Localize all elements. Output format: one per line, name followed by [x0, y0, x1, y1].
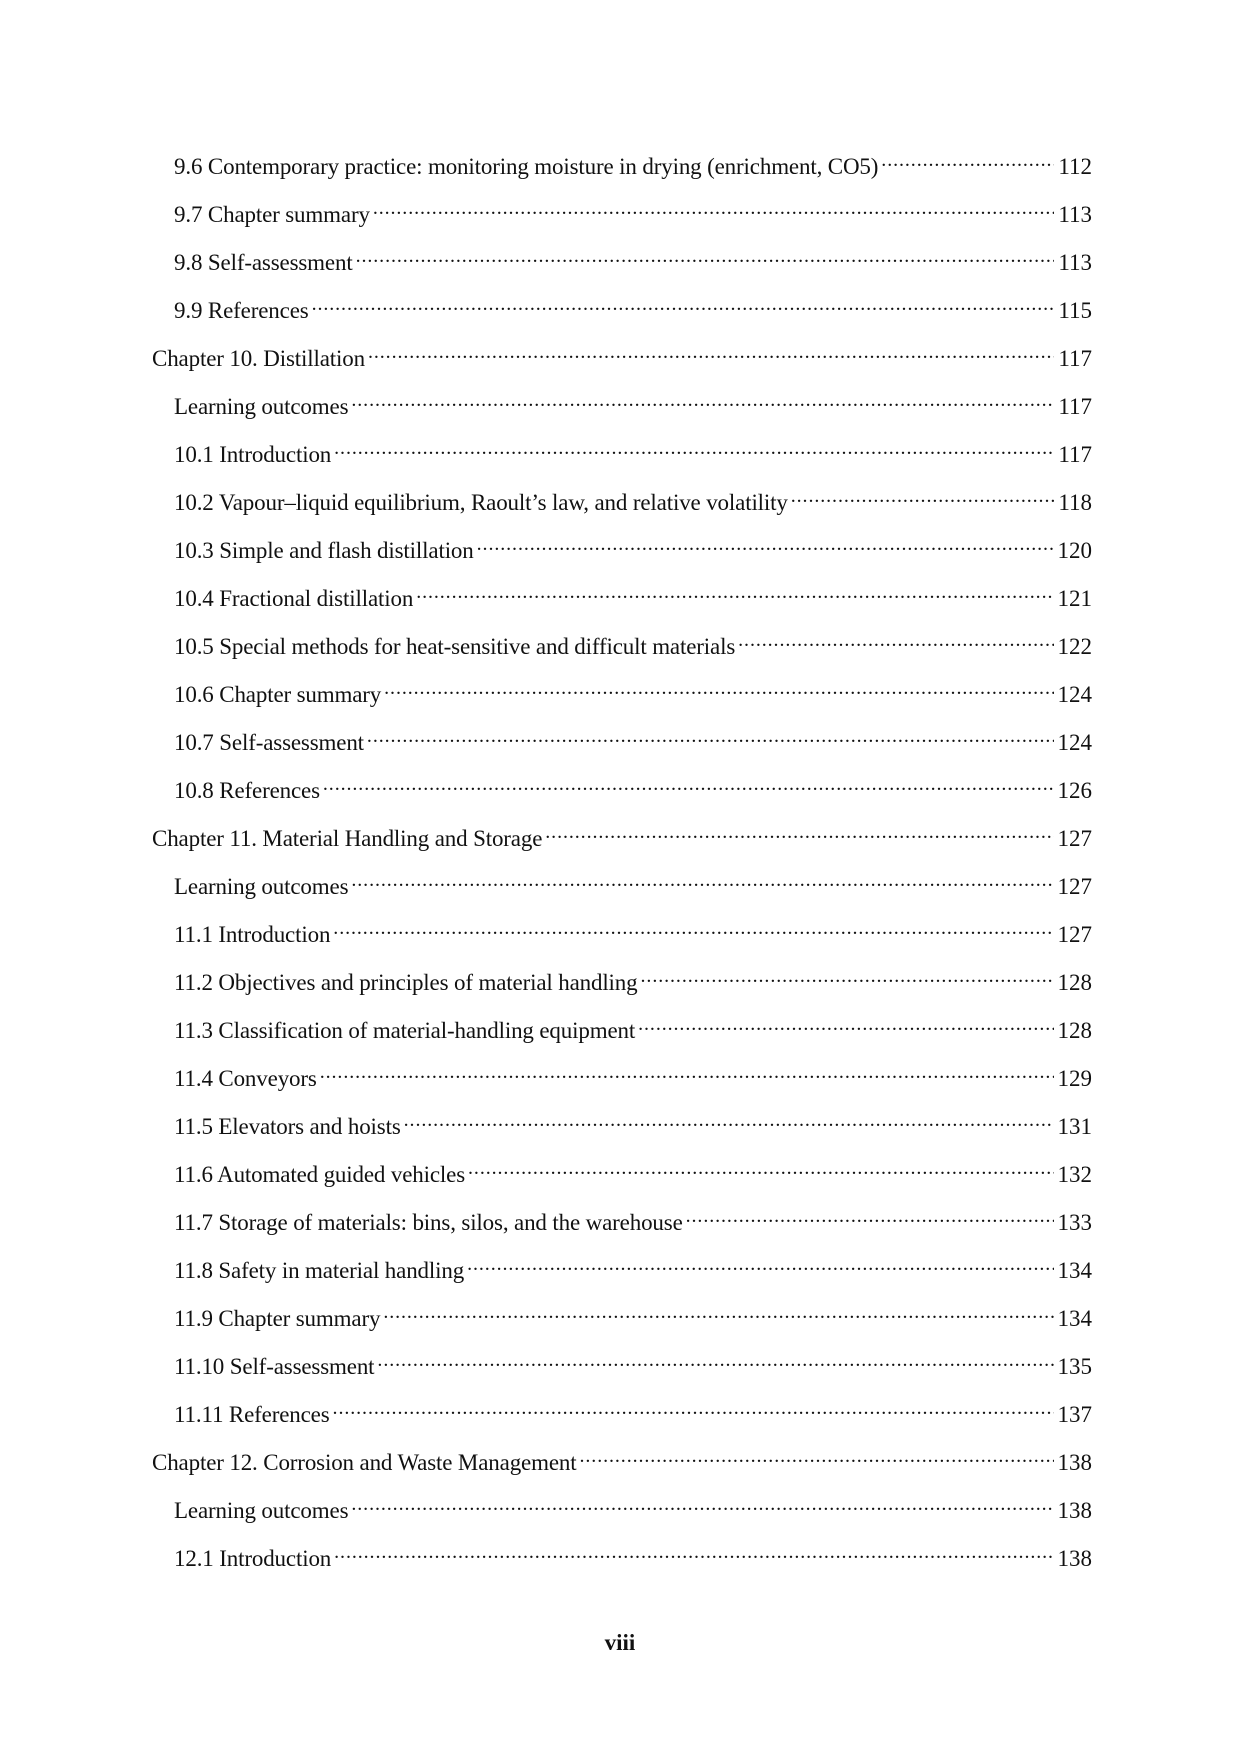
toc-dot-leader	[377, 1346, 1054, 1374]
toc-section-entry[interactable]	[152, 1538, 1092, 1586]
toc-dot-leader	[351, 866, 1054, 894]
toc-entry-title: Learning outcomes	[174, 394, 349, 419]
toc-entry-title: 10.3 Simple and flash distillation	[174, 538, 474, 563]
toc-section-entry[interactable]	[152, 1394, 1092, 1442]
toc-section-entry[interactable]	[152, 1298, 1092, 1346]
toc-entry-page-number: 134	[1057, 1258, 1092, 1283]
toc-entry-page-number: 127	[1057, 874, 1092, 899]
toc-dot-leader	[333, 914, 1054, 942]
toc-entry-title: 10.1 Introduction	[174, 442, 332, 467]
toc-section-entry[interactable]	[152, 1250, 1092, 1298]
toc-dot-leader	[545, 818, 1054, 846]
toc-dot-leader	[351, 386, 1054, 414]
toc-entry-page-number: 124	[1057, 730, 1092, 755]
toc-entry-title: Learning outcomes	[174, 1498, 349, 1523]
toc-dot-leader	[404, 1106, 1054, 1134]
toc-section-entry[interactable]	[152, 1058, 1092, 1106]
toc-entry-page-number: 129	[1057, 1066, 1092, 1091]
toc-entry-page-number: 120	[1057, 538, 1092, 563]
toc-chapter-entry[interactable]	[152, 1442, 1092, 1490]
toc-entry-page-number: 117	[1058, 394, 1092, 419]
toc-entry-page-number: 138	[1057, 1546, 1092, 1571]
toc-entry-page-number: 115	[1058, 298, 1092, 323]
toc-dot-leader	[477, 530, 1054, 558]
toc-dot-leader	[738, 626, 1054, 654]
toc-section-entry[interactable]	[152, 482, 1092, 530]
toc-dot-leader	[351, 1490, 1054, 1518]
toc-entry-page-number: 118	[1058, 490, 1092, 515]
toc-section-entry[interactable]	[152, 1346, 1092, 1394]
toc-section-entry[interactable]	[152, 914, 1092, 962]
toc-entry-title: 11.9 Chapter summary	[174, 1306, 381, 1331]
toc-entry-page-number: 127	[1057, 922, 1092, 947]
toc-section-entry[interactable]	[152, 1202, 1092, 1250]
toc-entry-page-number: 117	[1058, 442, 1092, 467]
toc-section-entry[interactable]	[152, 290, 1092, 338]
toc-entry-page-number: 137	[1057, 1402, 1092, 1427]
toc-entry-title: 11.4 Conveyors	[174, 1066, 317, 1091]
toc-entry-title: 11.5 Elevators and hoists	[174, 1114, 401, 1139]
toc-entry-title: 10.6 Chapter summary	[174, 682, 382, 707]
toc-section-entry[interactable]	[152, 194, 1092, 242]
toc-entry-title: 11.7 Storage of materials: bins, silos, and the warehouse	[174, 1210, 683, 1235]
toc-dot-leader	[323, 770, 1054, 798]
toc-dot-leader	[638, 1010, 1054, 1038]
toc-entry-page-number: 133	[1057, 1210, 1092, 1235]
toc-dot-leader	[467, 1250, 1054, 1278]
toc-entry-title: 10.8 References	[174, 778, 320, 803]
toc-chapter-entry[interactable]	[152, 818, 1092, 866]
toc-entry-page-number: 126	[1057, 778, 1092, 803]
toc-dot-leader	[468, 1154, 1054, 1182]
toc-entry-title: 10.4 Fractional distillation	[174, 586, 414, 611]
toc-entry-title: 11.8 Safety in material handling	[174, 1258, 465, 1283]
toc-dot-leader	[791, 482, 1054, 510]
toc-entry-title: Chapter 11. Material Handling and Storage	[152, 826, 543, 851]
toc-entry-title: 10.2 Vapour–liquid equilibrium, Raoult’s law, and relative volatility	[174, 490, 788, 515]
toc-section-entry[interactable]	[152, 386, 1092, 434]
toc-entry-title: 9.9 References	[174, 298, 309, 323]
toc-entry-page-number: 127	[1057, 826, 1092, 851]
toc-section-entry[interactable]	[152, 242, 1092, 290]
toc-dot-leader	[356, 242, 1054, 270]
toc-dot-leader	[416, 578, 1054, 606]
toc-dot-leader	[384, 674, 1054, 702]
toc-dot-leader	[367, 722, 1054, 750]
toc-section-entry[interactable]	[152, 1010, 1092, 1058]
toc-section-entry[interactable]	[152, 530, 1092, 578]
toc-entry-page-number: 121	[1057, 586, 1092, 611]
toc-section-entry[interactable]	[152, 626, 1092, 674]
toc-entry-title: 11.6 Automated guided vehicles	[174, 1162, 466, 1187]
toc-dot-leader	[334, 434, 1054, 462]
toc-section-entry[interactable]	[152, 1154, 1092, 1202]
toc-entry-title: 10.5 Special methods for heat-sensitive and difficult materials	[174, 634, 736, 659]
toc-dot-leader	[373, 194, 1054, 222]
toc-entry-page-number: 128	[1057, 1018, 1092, 1043]
toc-entry-title: 11.11 References	[174, 1402, 330, 1427]
toc-entry-page-number: 124	[1057, 682, 1092, 707]
toc-entry-title: Chapter 12. Corrosion and Waste Management	[152, 1450, 577, 1475]
toc-entry-title: Chapter 10. Distillation	[152, 346, 365, 371]
toc-entry-title: 12.1 Introduction	[174, 1546, 332, 1571]
toc-entry-page-number: 113	[1058, 202, 1092, 227]
page-number: viii	[604, 1630, 636, 1655]
toc-dot-leader	[368, 338, 1054, 366]
toc-chapter-entry[interactable]	[152, 338, 1092, 386]
toc-entry-title: 11.2 Objectives and principles of material handling	[174, 970, 638, 995]
toc-section-entry[interactable]	[152, 434, 1092, 482]
toc-section-entry[interactable]	[152, 1106, 1092, 1154]
toc-entry-page-number: 138	[1057, 1450, 1092, 1475]
toc-entry-page-number: 117	[1058, 346, 1092, 371]
toc-entry-title: Learning outcomes	[174, 874, 349, 899]
toc-entry-title: 9.6 Contemporary practice: monitoring moisture in drying (enrichment, CO5)	[174, 154, 879, 179]
table-of-contents	[152, 146, 1092, 1586]
toc-entry-title: 11.10 Self-assessment	[174, 1354, 375, 1379]
toc-entry-title: 11.1 Introduction	[174, 922, 331, 947]
toc-section-entry[interactable]	[152, 578, 1092, 626]
toc-section-entry[interactable]	[152, 674, 1092, 722]
toc-entry-page-number: 135	[1057, 1354, 1092, 1379]
toc-entry-page-number: 138	[1057, 1498, 1092, 1523]
toc-dot-leader	[320, 1058, 1054, 1086]
toc-entry-page-number: 134	[1057, 1306, 1092, 1331]
toc-dot-leader	[580, 1442, 1055, 1470]
toc-dot-leader	[641, 962, 1054, 990]
toc-entry-page-number: 112	[1058, 154, 1092, 179]
toc-entry-title: 11.3 Classification of material-handling equipment	[174, 1018, 636, 1043]
toc-entry-title: 9.8 Self-assessment	[174, 250, 353, 275]
toc-section-entry[interactable]	[152, 1490, 1092, 1538]
toc-dot-leader	[383, 1298, 1054, 1326]
toc-entry-title: 9.7 Chapter summary	[174, 202, 370, 227]
toc-section-entry[interactable]	[152, 866, 1092, 914]
toc-entry-page-number: 131	[1057, 1114, 1092, 1139]
toc-section-entry[interactable]	[152, 770, 1092, 818]
toc-entry-page-number: 128	[1057, 970, 1092, 995]
toc-entry-page-number: 113	[1058, 250, 1092, 275]
toc-section-entry[interactable]	[152, 722, 1092, 770]
toc-dot-leader	[312, 290, 1054, 318]
toc-dot-leader	[334, 1538, 1054, 1566]
toc-dot-leader	[686, 1202, 1054, 1230]
toc-section-entry[interactable]	[152, 962, 1092, 1010]
toc-entry-title: 10.7 Self-assessment	[174, 730, 364, 755]
toc-entry-page-number: 122	[1057, 634, 1092, 659]
toc-entry-page-number: 132	[1057, 1162, 1092, 1187]
toc-dot-leader	[881, 146, 1054, 174]
toc-dot-leader	[333, 1394, 1054, 1422]
toc-section-entry[interactable]	[152, 146, 1092, 194]
